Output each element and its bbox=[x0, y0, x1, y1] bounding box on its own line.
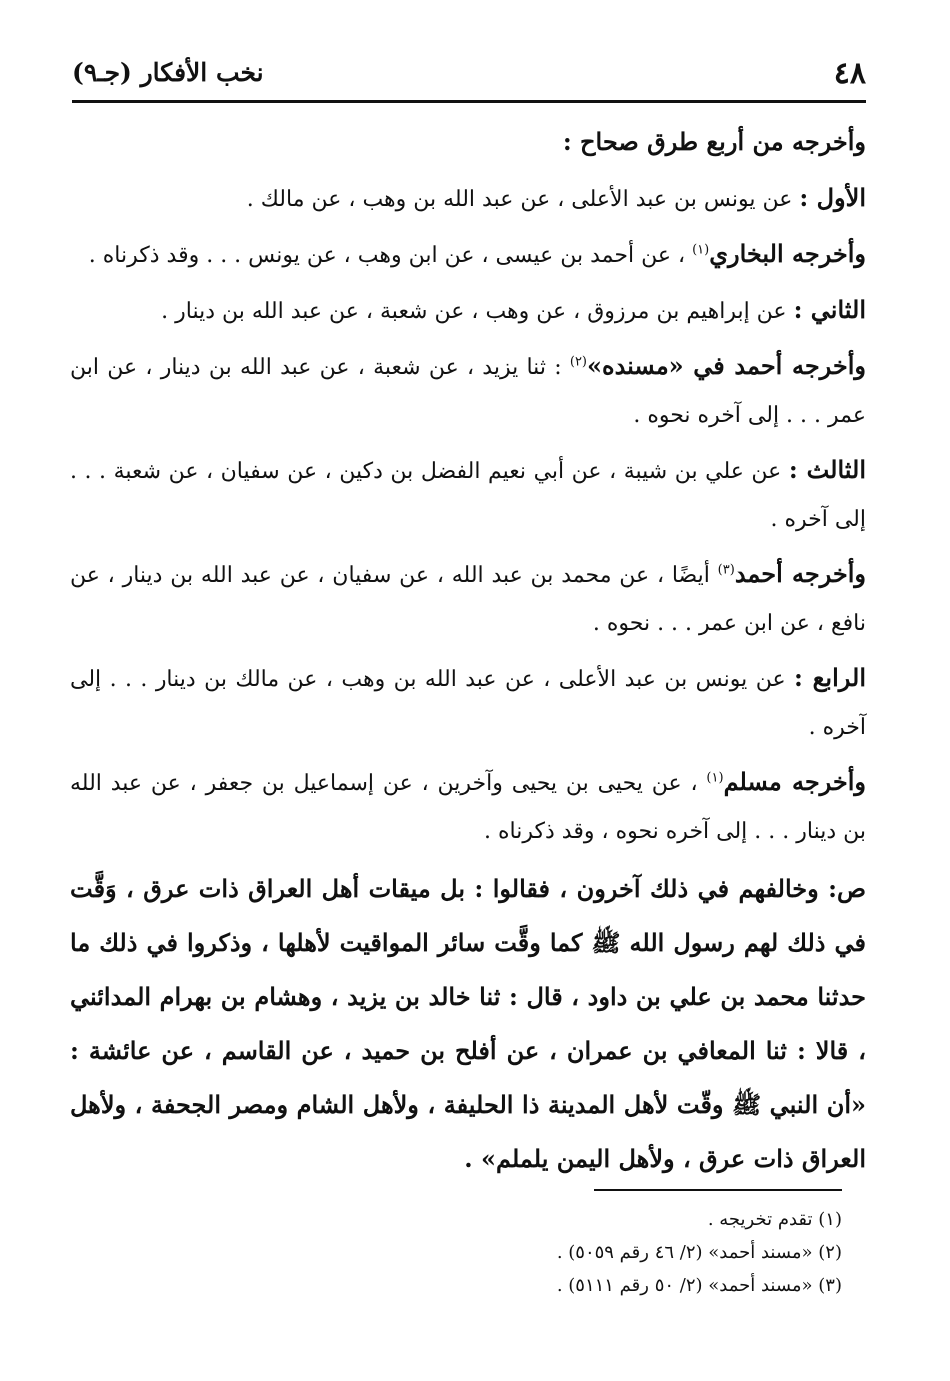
paragraph-heading: الثاني : bbox=[793, 295, 866, 324]
paragraph-text: عن يونس بن عبد الأعلى ، عن عبد الله بن وهب ، عن مالك . bbox=[246, 187, 800, 212]
book-title: نخب الأفكار (جـ٩) bbox=[72, 58, 264, 87]
paragraph-ahmad-also bbox=[70, 550, 866, 648]
paragraph-text: ، عن أحمد بن عيسى ، عن ابن وهب ، عن يونس . . . وقد ذكرناه . bbox=[88, 243, 693, 268]
footnotes bbox=[557, 1203, 842, 1302]
paragraph-text: عن إبراهيم بن مرزوق ، عن وهب ، عن شعبة ، عن عبد الله بن دينار . bbox=[161, 299, 794, 324]
footnote-1: (١) تقدم تخريجه . bbox=[707, 1209, 842, 1230]
running-header bbox=[72, 48, 866, 98]
paragraph-heading: الثالث : bbox=[788, 455, 866, 484]
paragraph-text: عن علي بن شيبة ، عن أبي نعيم الفضل بن دكين ، عن سفيان ، عن شعبة . . . إلى آخره . bbox=[70, 459, 866, 532]
header-rule bbox=[72, 100, 866, 103]
footnote-2: (٢) «مسند أحمد» (٢/ ٤٦ رقم ٥٠٥٩) . bbox=[556, 1242, 842, 1263]
paragraph-heading: الرابع : bbox=[794, 663, 867, 692]
paragraph-heading: وأخرجه أحمد في «مسنده» bbox=[587, 351, 866, 380]
paragraph-text: : ثنا يزيد ، عن شعبة ، عن عبد الله بن دينار ، عن ابن عمر . . . إلى آخره نحوه . bbox=[70, 355, 866, 428]
footnote-ref[interactable]: (١) bbox=[706, 770, 724, 786]
footnote-3: (٣) «مسند أحمد» (٢/ ٥٠ رقم ٥١١١) . bbox=[556, 1275, 842, 1296]
paragraph-first-route bbox=[70, 174, 866, 224]
paragraph-second-route bbox=[70, 286, 866, 336]
paragraph-bukhari bbox=[70, 230, 866, 280]
paragraph-text: أيضًا ، عن محمد بن عبد الله ، عن سفيان ، عن عبد الله بن دينار ، عن نافع ، عن ابن عمر . . . نحوه . bbox=[70, 563, 866, 636]
footnote-rule bbox=[594, 1189, 842, 1191]
paragraph-heading: وأخرجه من أربع طرق صحاح : bbox=[562, 127, 866, 156]
paragraph-heading: الأول : bbox=[799, 183, 866, 212]
page-number: ٤٨ bbox=[833, 56, 866, 91]
paragraph-text: عن يونس بن عبد الأعلى ، عن عبد الله بن وهب ، عن مالك بن دينار . . . إلى آخره . bbox=[70, 667, 866, 740]
paragraph-fourth-route bbox=[70, 654, 866, 752]
paragraph-intro bbox=[70, 118, 866, 168]
paragraph-third-route bbox=[70, 446, 866, 544]
paragraph-ahmad-musnad bbox=[70, 342, 866, 440]
paragraph-muslim bbox=[70, 758, 866, 856]
main-text-paragraph: ص: وخالفهم في ذلك آخرون ، فقالوا : بل ميقات أهل العراق ذات عرق ، وَقَّت في ذلك لهم رسول الله ﷺ كما وقَّت سائر المواقيت لأهلها ، وذكروا في ذلك ما حدثنا محمد بن علي بن داود ، قال : ثنا خالد بن يزيد ، وهشام بن بهرام المدائني ، قالا : ثنا المعافي بن عمران ، عن أفلح بن حميد ، عن القاسم ، عن عائشة : «أن النبي ﷺ وقّت لأهل المدينة ذا الحليفة ، ولأهل الشام ومصر الجحفة ، ولأهل العراق ذات عرق ، ولأهل اليمن يلملم» . bbox=[70, 874, 867, 1173]
paragraph-heading: وأخرجه البخاري bbox=[709, 239, 866, 268]
footnote-ref[interactable]: (٢) bbox=[569, 354, 587, 370]
footnote-ref[interactable]: (٣) bbox=[717, 562, 735, 578]
paragraph-heading: وأخرجه أحمد bbox=[734, 559, 866, 588]
body-text bbox=[70, 118, 866, 1192]
paragraph-text: ، عن يحيى بن يحيى وآخرين ، عن إسماعيل بن جعفر ، عن عبد الله بن دينار . . . إلى آخره نحوه ، وقد ذكرناه . bbox=[70, 771, 866, 844]
paragraph-heading: وأخرجه مسلم bbox=[723, 767, 866, 796]
footnote-ref[interactable]: (١) bbox=[692, 242, 710, 258]
